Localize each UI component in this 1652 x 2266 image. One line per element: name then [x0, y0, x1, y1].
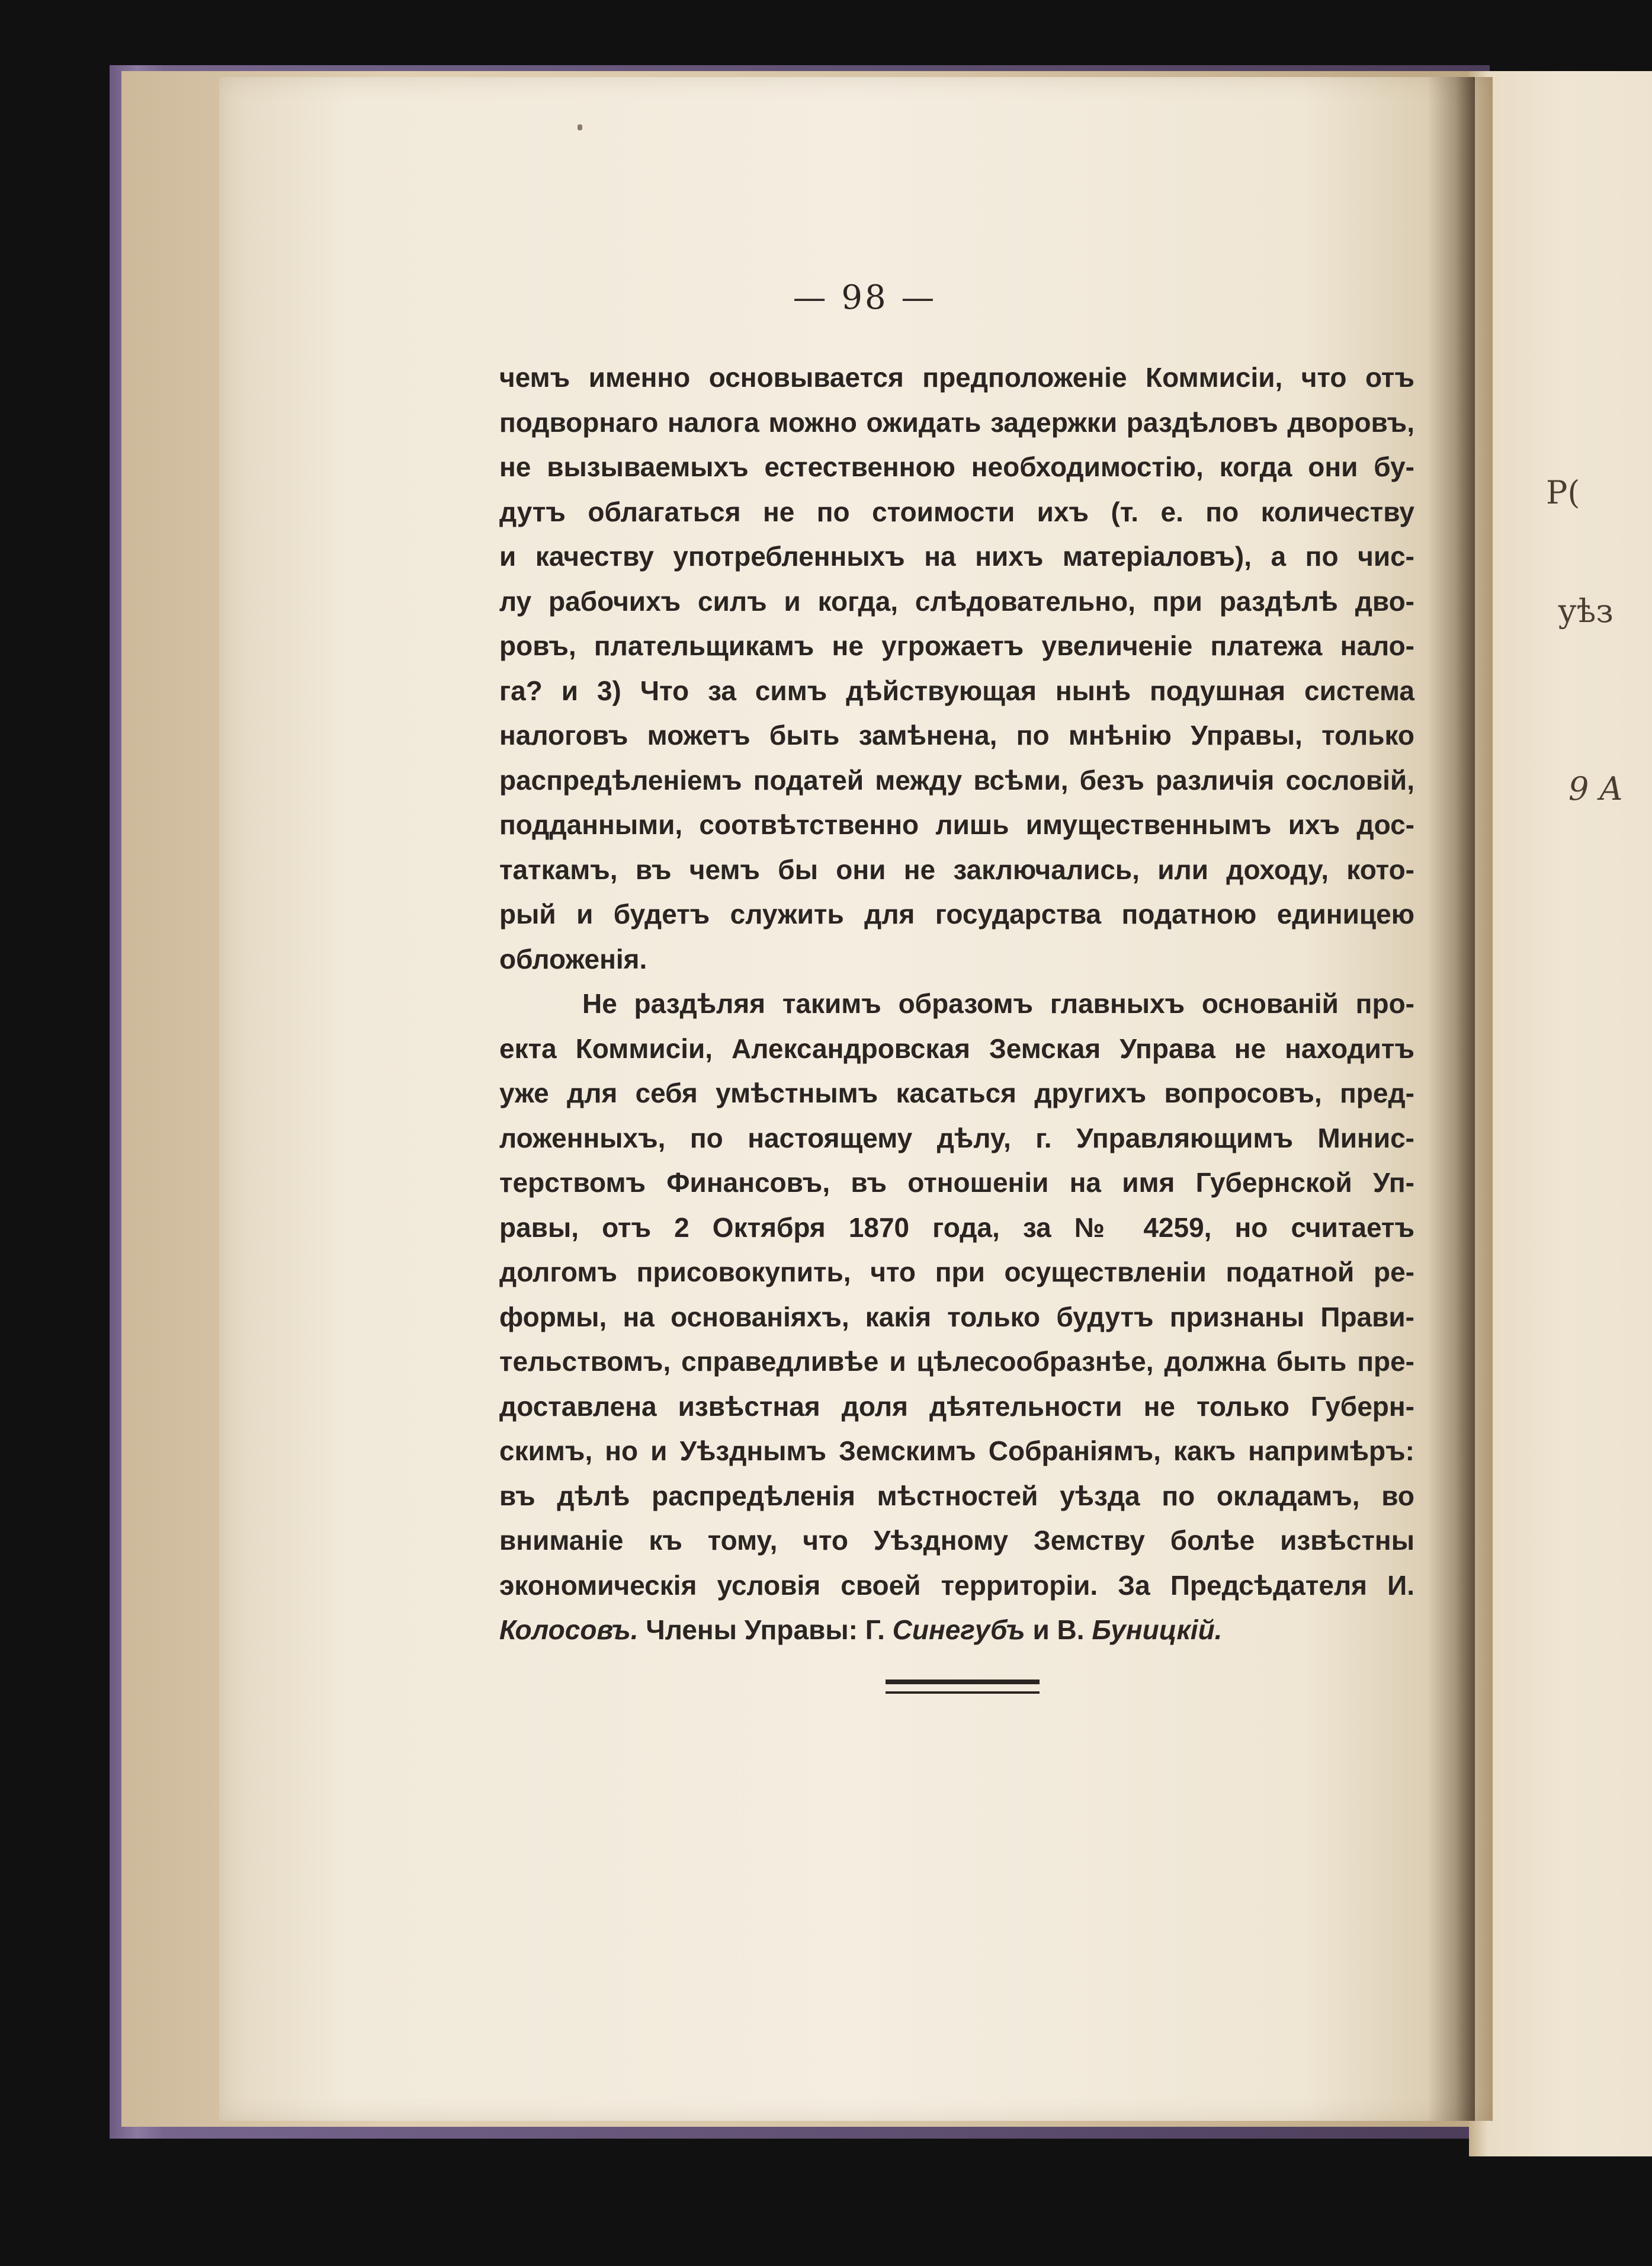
- signature-line: [499, 1608, 1414, 1653]
- signature-conjunction: и В.: [1025, 1614, 1092, 1645]
- signature-name-sinegub: Синегубъ: [892, 1614, 1025, 1645]
- body-text: [499, 355, 1414, 1653]
- page-number: — 98 —: [793, 278, 937, 317]
- closing-rule-thick: [886, 1680, 1040, 1684]
- text-line: вниманіе къ тому, что Уѣздному Земству болѣе извѣстны: [499, 1525, 1414, 1556]
- text-line: дутъ облагаться не по стоимости ихъ (т. е. по количеству: [499, 496, 1414, 527]
- facing-page-fragment: 9 А: [1568, 770, 1624, 807]
- text-line: чемъ именно основывается предположеніе Коммисіи, что отъ: [499, 362, 1414, 393]
- facing-page: [1469, 71, 1652, 2156]
- signature-name-kolosov: Колосовъ.: [499, 1614, 639, 1645]
- text-line: распредѣленіемъ податей между всѣми, безъ различія сословій,: [499, 764, 1414, 796]
- signature-name-bunitsky: Буницкій.: [1092, 1614, 1223, 1645]
- text-line: долгомъ присовокупить, что при осуществленіи податной ре-: [499, 1257, 1414, 1287]
- text-line: таткамъ, въ чемъ бы они не заключались, или доходу, кото-: [499, 854, 1414, 885]
- text-line: не вызываемыхъ естественною необходимостію, когда они бу-: [499, 451, 1414, 482]
- signature-members-label: Члены Управы: Г.: [638, 1614, 893, 1645]
- text-line: налоговъ можетъ быть замѣнена, по мнѣнію Управы, только: [499, 720, 1414, 751]
- closing-rule-thin: [886, 1691, 1040, 1694]
- page-gutter-shadow: [1428, 77, 1475, 2121]
- text-line: экономическія условія своей территоріи. За Предсѣдателя И.: [499, 1569, 1414, 1601]
- text-line: и качеству употребленныхъ на нихъ матеріаловъ), а по чис-: [499, 541, 1414, 572]
- text-line: ложенныхъ, по настоящему дѣлу, г. Управляющимъ Минис-: [499, 1122, 1414, 1153]
- text-line: равы, отъ 2 Октября 1870 года, за № 4259, но считаетъ: [499, 1211, 1414, 1243]
- text-line: ровъ, плательщикамъ не угрожаетъ увеличеніе платежа нало-: [499, 630, 1414, 661]
- text-line: Не раздѣляя такимъ образомъ главныхъ основаній про-: [582, 988, 1414, 1019]
- text-line: тельствомъ, справедливѣе и цѣлесообразнѣе, должна быть пре-: [499, 1346, 1414, 1377]
- text-line: рый и будетъ служить для государства податною единицею: [499, 899, 1414, 930]
- text-line: терствомъ Финансовъ, въ отношеніи на имя Губернской Уп-: [499, 1167, 1414, 1198]
- text-line: подданными, соотвѣтственно лишь имущественнымъ ихъ дос-: [499, 809, 1414, 840]
- text-line: скимъ, но и Уѣзднымъ Земскимъ Собраніямъ, какъ напримѣръ:: [499, 1435, 1414, 1466]
- text-line: обложенія.: [499, 943, 647, 975]
- paper-speck: [578, 124, 582, 130]
- text-line: подворнаго налога можно ожидать задержки раздѣловъ дворовъ,: [499, 406, 1414, 438]
- facing-page-fragment: Р(: [1546, 474, 1580, 511]
- text-line: екта Коммисіи, Александровская Земская Управа не находитъ: [499, 1033, 1414, 1064]
- text-line: въ дѣлѣ распредѣленія мѣстностей уѣзда по окладамъ, во: [499, 1480, 1414, 1511]
- text-line: га? и 3) Что за симъ дѣйствующая нынѣ подушная система: [499, 675, 1414, 706]
- text-line: уже для себя умѣстнымъ касаться другихъ вопросовъ, пред-: [499, 1078, 1414, 1108]
- text-line: лу рабочихъ силъ и когда, слѣдовательно, при раздѣлѣ дво-: [499, 585, 1414, 617]
- facing-page-fragment: уѣз: [1558, 592, 1613, 630]
- text-line: доставлена извѣстная доля дѣятельности не только Губерн-: [499, 1390, 1414, 1422]
- text-line: формы, на основаніяхъ, какія только будутъ признаны Прави-: [499, 1301, 1414, 1332]
